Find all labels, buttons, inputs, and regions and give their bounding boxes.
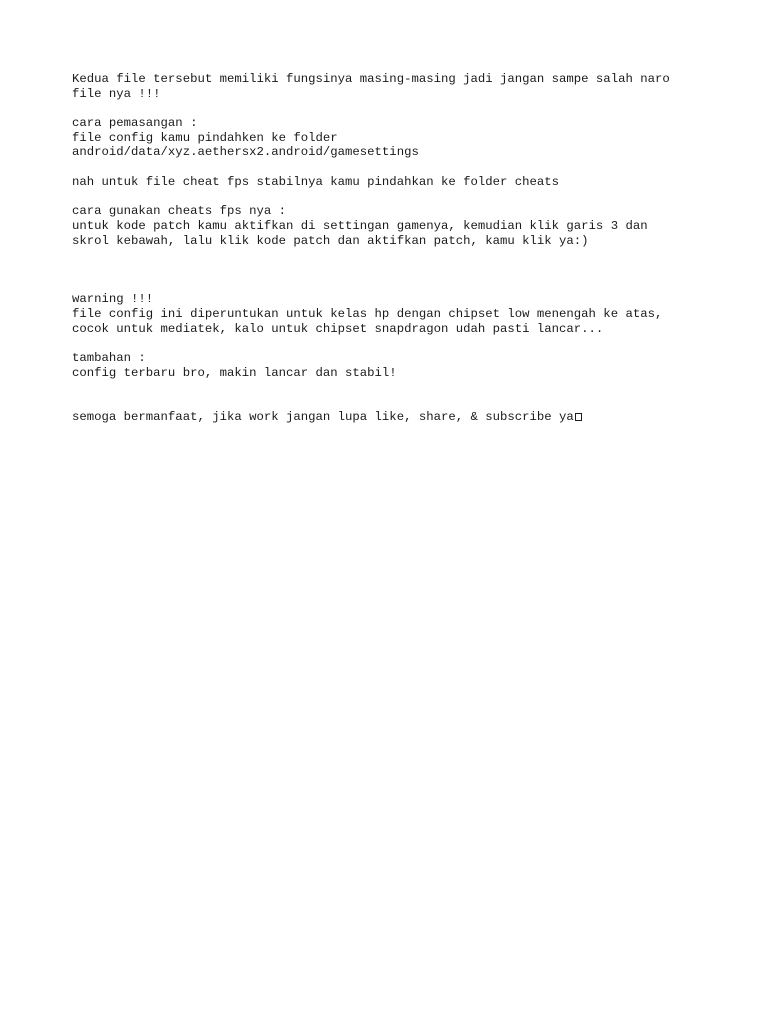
warning-line-2: cocok untuk mediatek, kalo untuk chipset snapdragon udah pasti lancar... <box>72 321 604 336</box>
installation-path: android/data/xyz.aethersx2.android/gamesettings <box>72 145 419 160</box>
closing-line <box>72 410 712 425</box>
intro-line-2: file nya !!! <box>72 86 161 101</box>
spacer <box>72 380 712 395</box>
installation-line-1: file config kamu pindahken ke folder <box>72 130 338 145</box>
spacer <box>72 336 712 351</box>
warning-heading: warning !!! <box>72 292 154 307</box>
intro-line-1: Kedua file tersebut memiliki fungsinya masing-masing jadi jangan sampe salah naro <box>72 72 670 86</box>
installation-heading: cara pemasangan : <box>72 116 198 131</box>
spacer <box>72 278 712 293</box>
spacer <box>72 395 712 410</box>
spacer <box>72 160 712 175</box>
document-body <box>72 72 712 425</box>
cheat-location-line: nah untuk file cheat fps stabilnya kamu pindahkan ke folder cheats <box>72 174 560 189</box>
usage-line-1: untuk kode patch kamu aktifkan di settingan gamenya, kemudian klik garis 3 dan <box>72 218 648 233</box>
missing-glyph-icon <box>575 413 582 421</box>
usage-line-2: skrol kebawah, lalu klik kode patch dan aktifkan patch, kamu klik ya:) <box>72 233 589 248</box>
spacer <box>72 263 712 278</box>
spacer <box>72 190 712 205</box>
extra-heading: tambahan : <box>72 351 146 366</box>
spacer <box>72 101 712 116</box>
spacer <box>72 248 712 263</box>
closing-text: semoga bermanfaat, jika work jangan lupa like, share, & subscribe ya <box>72 409 574 424</box>
extra-line-1: config terbaru bro, makin lancar dan stabil! <box>72 365 397 380</box>
warning-line-1: file config ini diperuntukan untuk kelas hp dengan chipset low menengah ke atas, <box>72 307 663 321</box>
usage-heading: cara gunakan cheats fps nya : <box>72 204 287 219</box>
